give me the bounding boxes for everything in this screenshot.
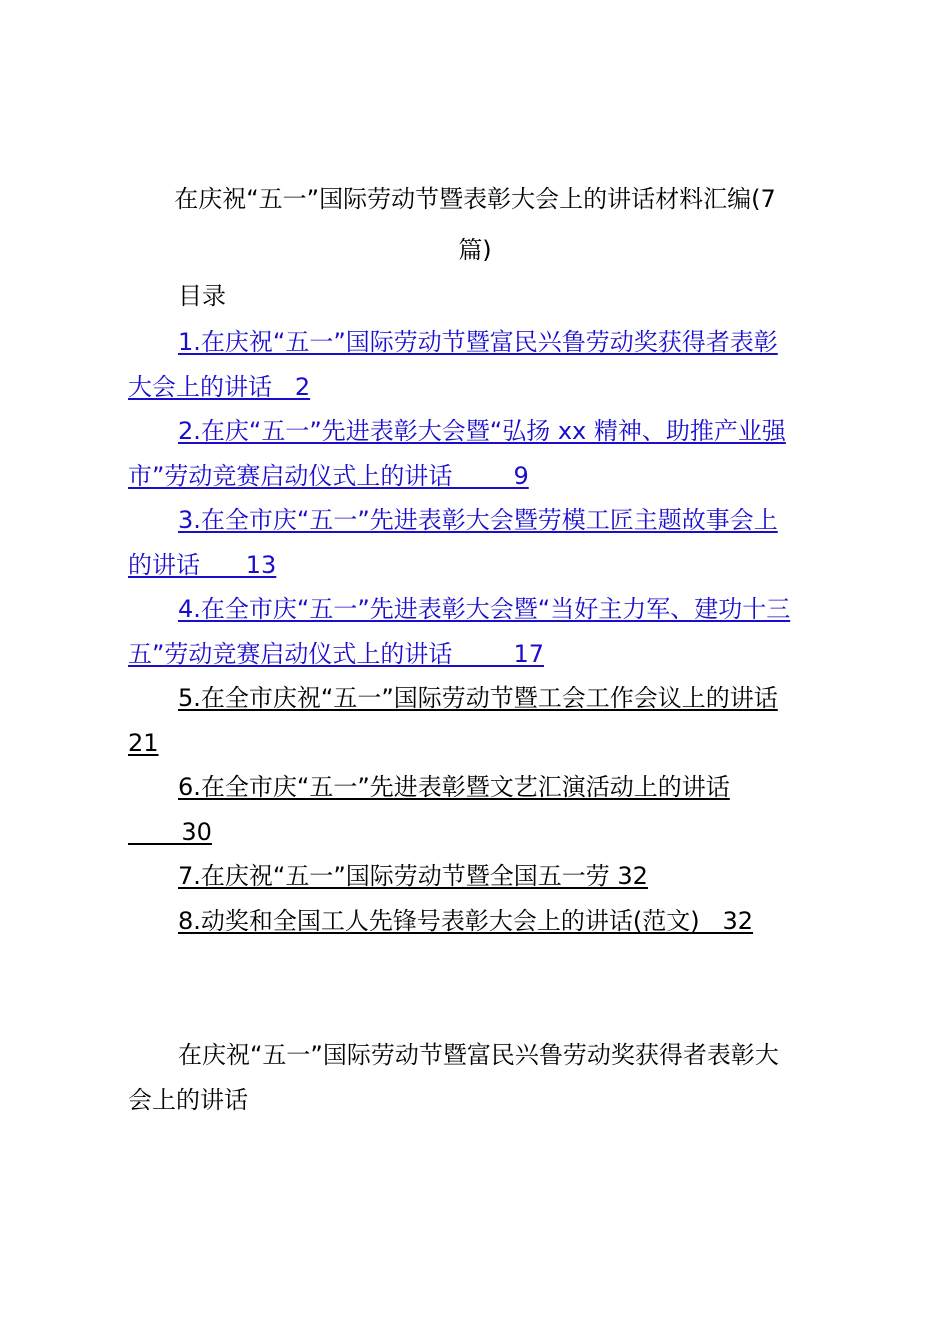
toc-entry-6-line-2[interactable]: 30 (128, 818, 212, 846)
toc-entry-3-line-2[interactable]: 的讲话 13 (128, 551, 277, 579)
toc-entry-1-line-2[interactable]: 大会上的讲话 2 (128, 373, 311, 401)
toc-entry-1-line-1[interactable]: 1.在庆祝“五一”国际劳动节暨富民兴鲁劳动奖获得者表彰 (178, 328, 778, 356)
toc-entry-3-line-1[interactable]: 3.在全市庆“五一”先进表彰大会暨劳模工匠主题故事会上 (178, 506, 778, 534)
toc-entry-4-line-1[interactable]: 4.在全市庆“五一”先进表彰大会暨“当好主力军、建功十三 (178, 595, 791, 623)
toc-entry-5-line-2[interactable]: 21 (128, 729, 159, 757)
toc-entry-2-line-1[interactable]: 2.在庆“五一”先进表彰大会暨“弘扬 xx 精神、助推产业强 (178, 417, 786, 445)
toc-entry-7[interactable]: 7.在庆祝“五一”国际劳动节暨全国五一劳 32 (178, 862, 648, 890)
document-title-line-1: 在庆祝“五一”国际劳动节暨表彰大会上的讲话材料汇编(7 (174, 185, 776, 213)
toc-entry-8[interactable]: 8.动奖和全国工人先锋号表彰大会上的讲话(范文) 32 (178, 907, 754, 935)
toc-entry-4-line-2[interactable]: 五”劳动竞赛启动仪式上的讲话 17 (128, 640, 545, 668)
toc-entry-2-line-2[interactable]: 市”劳动竞赛启动仪式上的讲话 9 (128, 462, 529, 490)
toc-entry-5-line-1[interactable]: 5.在全市庆祝“五一”国际劳动节暨工会工作会议上的讲话 (178, 684, 778, 712)
document-title-line-2: 篇) (458, 236, 492, 264)
section-title-line-1: 在庆祝“五一”国际劳动节暨富民兴鲁劳动奖获得者表彰大 (178, 1041, 779, 1069)
toc-entry-6-line-1[interactable]: 6.在全市庆“五一”先进表彰暨文艺汇演活动上的讲话 (178, 773, 730, 801)
toc-heading: 目录 (178, 282, 226, 310)
section-title-line-2: 会上的讲话 (128, 1086, 248, 1114)
